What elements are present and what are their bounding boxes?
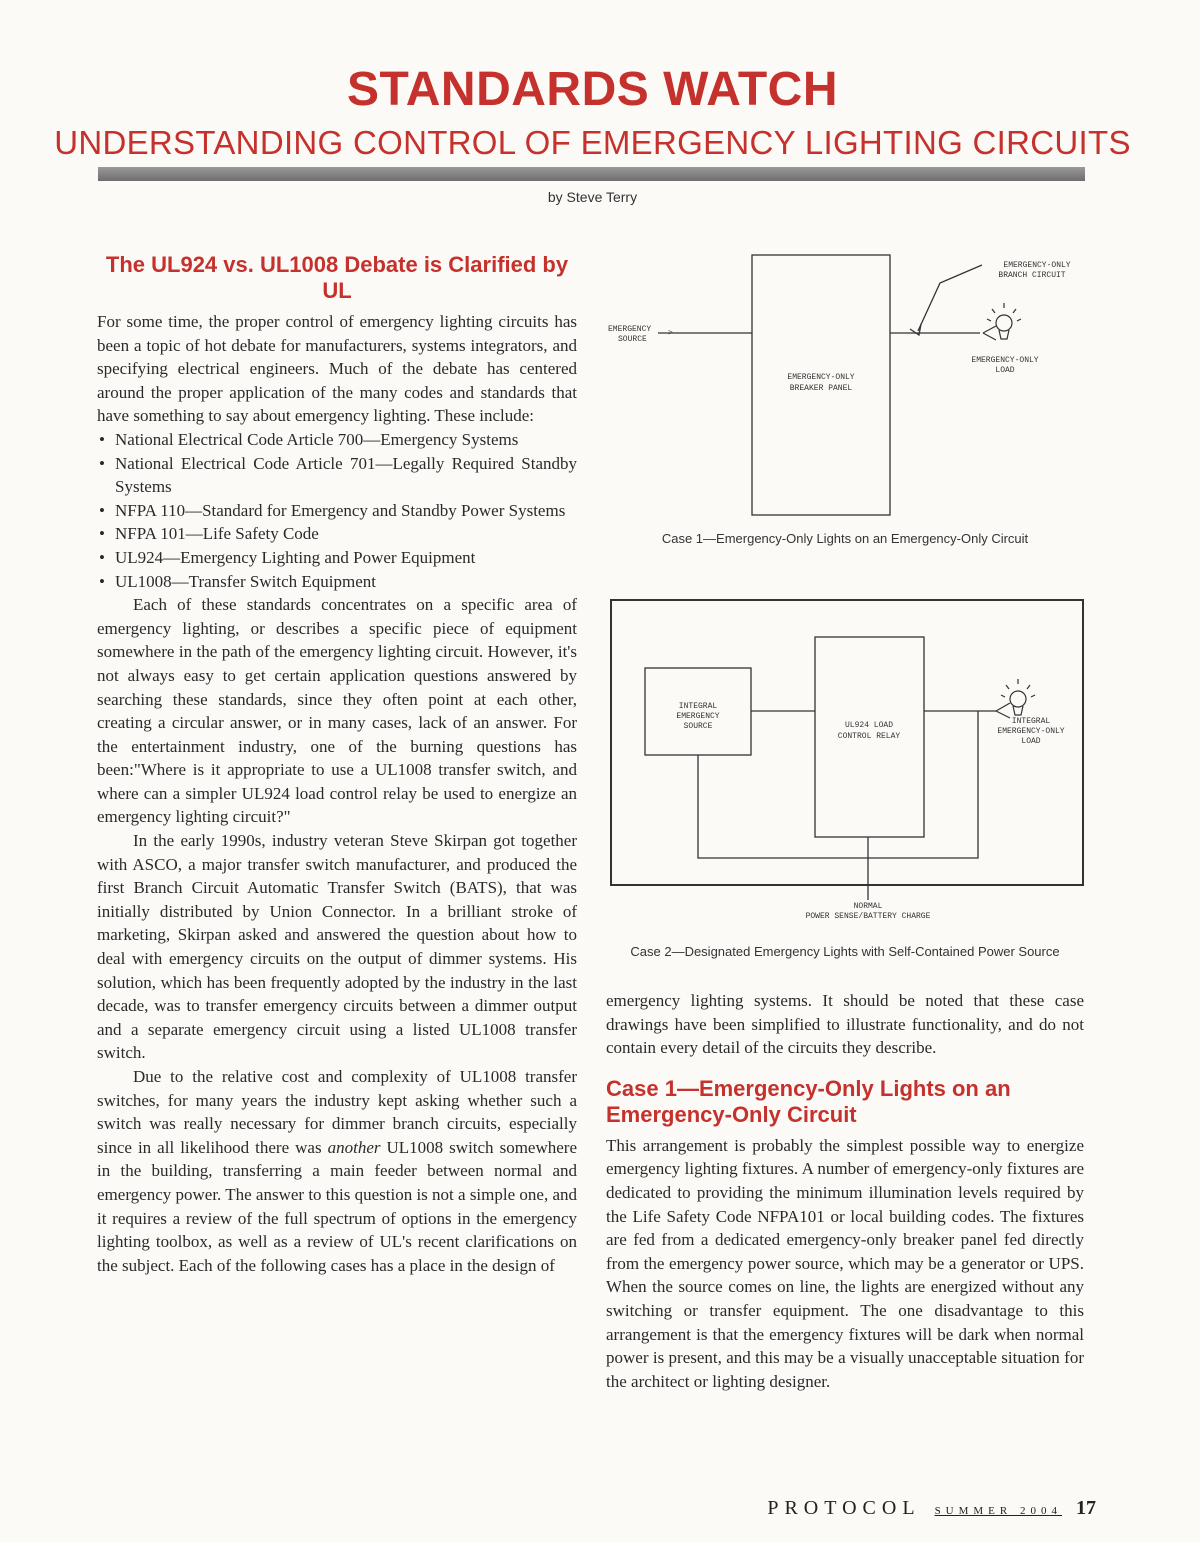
integral-load-label-1: INTEGRAL bbox=[1011, 717, 1051, 726]
panel-label-1: EMERGENCY-ONLY bbox=[787, 373, 855, 382]
arrow-glyph: > bbox=[668, 329, 673, 338]
lightbulb-icon bbox=[983, 303, 1021, 340]
left-column bbox=[97, 252, 577, 1277]
caption-case2: Case 2—Designated Emergency Lights with Self-Contained Power Source bbox=[630, 944, 1060, 959]
paragraph-cost-end: UL1008 switch somewhere in the building, transferring a main feeder between normal and emergency power. The answer to this question is not a simple one, and it requires a review of the full spectrum of options in the emergency lighting toolbox, as well as a review of UL's recent clarifications on the subject. Each of the following cases has a place in the design of bbox=[97, 1137, 577, 1275]
integral-source-label-1: INTEGRAL bbox=[678, 702, 718, 711]
diagram2-frame bbox=[611, 600, 1083, 885]
panel-label-2: BREAKER PANEL bbox=[789, 384, 853, 393]
emergency-source-label-1: EMERGENCY bbox=[608, 325, 652, 334]
right-column bbox=[606, 989, 1084, 1393]
load-label-2: LOAD bbox=[995, 366, 1015, 375]
sense-label-1: NORMAL bbox=[853, 902, 883, 911]
list-item: • UL924—Emergency Lighting and Power Equipment bbox=[97, 546, 577, 570]
integral-source-label-3: SOURCE bbox=[683, 722, 713, 731]
lightbulb-icon bbox=[996, 679, 1035, 718]
emphasis-another: another bbox=[327, 1137, 381, 1157]
caption-case1: Case 1—Emergency-Only Lights on an Emergency-Only Circuit bbox=[661, 531, 1029, 546]
integral-load-label-2: EMERGENCY-ONLY bbox=[997, 727, 1065, 736]
section-heading-case1: Case 1—Emergency-Only Lights on an Emergency-Only Circuit bbox=[606, 1075, 1011, 1127]
paragraph-standards: Each of these standards concentrates on a specific area of emergency lighting, or describes a specific piece of equipment somewhere in the path of the emergency lighting circuit. However, it's not always easy to get certain application questions answered by searching these standards, since they often point at each other, creating a circular answer, or in many cases, lack of an answer. For the entertainment industry, one of the burning questions has been:"Where is it appropriate to use a UL1008 transfer switch, and where can a simpler UL924 load control relay be used to energize an emergency lighting circuit?" bbox=[97, 595, 577, 827]
continuation-paragraph: emergency lighting systems. It should be noted that these case drawings have been simplified to illustrate functionality, and do not contain every detail of the circuits they describe. bbox=[606, 991, 1084, 1058]
relay-label-1: UL924 LOAD bbox=[844, 721, 894, 730]
case1-paragraph: This arrangement is probably the simplest possible way to energize emergency lighting fixtures. A number of emergency-only fixtures are dedicated to providing the minimum illumination levels required by the Life Safety Code NFPA101 or local building codes. The fixtures are fed from a dedicated emergency-only breaker panel fed directly from the emergency power source, which may be a generator or UPS. When the source comes on line, the lights are energized without any switching or transfer equipment. The one disadvantage to this arrangement is that the emergency fixtures will be dark when normal power is present, and this may be a visually unacceptable situation for the architect or lighting designer. bbox=[606, 1135, 1084, 1391]
list-item: • NFPA 110—Standard for Emergency and Standby Power Systems bbox=[97, 499, 577, 523]
list-item: • NFPA 101—Life Safety Code bbox=[97, 522, 577, 546]
list-item: • National Electrical Code Article 701—Legally Required Standby Systems bbox=[97, 452, 577, 499]
paragraph-cost-start: Due to the relative cost and complexity of UL1008 transfer switches, for many years the industry kept asking whether such a switch was really necessary for dimmer branch circuits, especially since in all likelihood there was bbox=[97, 1067, 577, 1157]
standards-list bbox=[97, 428, 577, 593]
issue-label: SUMMER 2004 bbox=[934, 1505, 1062, 1517]
list-item: • National Electrical Code Article 700—Emergency Systems bbox=[97, 428, 577, 452]
integral-load-label-3: LOAD bbox=[1021, 737, 1041, 746]
emergency-source-label-2: SOURCE bbox=[618, 335, 647, 344]
paragraph-bats: In the early 1990s, industry veteran Steve Skirpan got together with ASCO, a major transfer switch manufacturer, and produced the first Branch Circuit Automatic Transfer Switch (BATS), that was initially distributed by Union Connector. In a brilliant stroke of marketing, Skirpan asked and answered the question about how to deal with emergency circuits on the output of dimmer systems. His solution, which has been frequently adopted by the industry in the last decade, was to transfer emergency circuits between a dimmer output and a separate emergency circuit using a listed UL1008 transfer switch. bbox=[97, 831, 577, 1063]
byline: by Steve Terry bbox=[547, 189, 638, 205]
intro-paragraph: For some time, the proper control of emergency lighting circuits has been a topic of hot debate for manufacturers, systems integrators, and specifying electrical engineers. Much of the debate has centered around the proper application of the many codes and standards that have something to say about emergency lighting. These include: bbox=[97, 312, 577, 426]
page-subtitle: UNDERSTANDING CONTROL OF EMERGENCY LIGHTING CIRCUITS bbox=[54, 124, 1131, 161]
branch-label-2: BRANCH CIRCUIT bbox=[998, 271, 1066, 280]
diagram-case1 bbox=[600, 245, 1090, 525]
branch-label-1: EMERGENCY-ONLY bbox=[1003, 261, 1071, 270]
relay-label-2: CONTROL RELAY bbox=[837, 732, 901, 741]
list-item: • UL1008—Transfer Switch Equipment bbox=[97, 570, 577, 594]
diagram-case2 bbox=[606, 595, 1090, 935]
page-footer bbox=[767, 1497, 1096, 1520]
branch-leader-line bbox=[918, 265, 982, 331]
publication-name: PROTOCOL bbox=[767, 1497, 921, 1519]
page-title: STANDARDS WATCH bbox=[346, 63, 838, 116]
section-heading-ul924: The UL924 vs. UL1008 Debate is Clarified by UL bbox=[105, 252, 569, 303]
page-number: 17 bbox=[1076, 1497, 1096, 1519]
paragraph-cost bbox=[97, 1065, 577, 1277]
sense-label-2: POWER SENSE/BATTERY CHARGE bbox=[805, 912, 931, 921]
integral-source-label-2: EMERGENCY bbox=[676, 712, 720, 721]
header-rule bbox=[98, 167, 1085, 181]
load-label-1: EMERGENCY-ONLY bbox=[971, 356, 1039, 365]
